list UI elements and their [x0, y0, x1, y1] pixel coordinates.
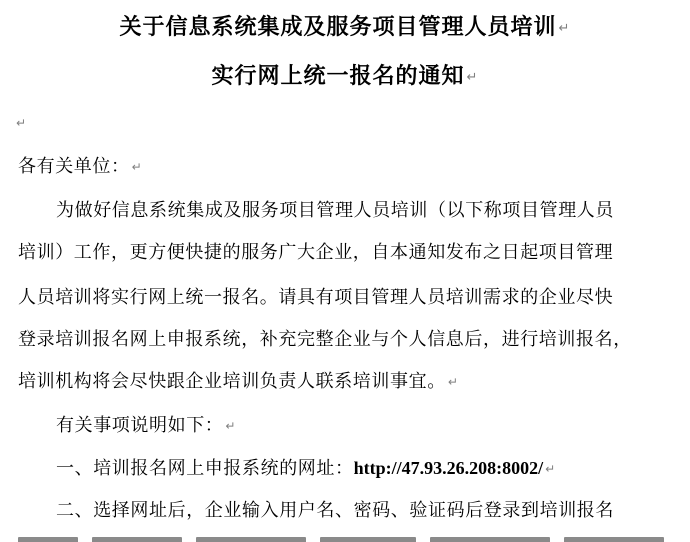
paragraph-mark-icon: ↵ [447, 375, 459, 389]
salutation [18, 152, 142, 178]
paragraph-mark-icon: ↵ [545, 462, 556, 476]
body-line-2: 培训）工作，更方便快捷的服务广大企业，自本通知发布之日起项目管理 [18, 242, 614, 263]
clipped-next-line [18, 530, 678, 542]
salutation-text: 各有关单位： [18, 156, 130, 177]
body-line-3: 人员培训将实行网上统一报名。请具有项目管理人员培训需求的企业尽快 [18, 287, 614, 308]
item-2: 二、选择网址后，企业输入用户名、密码、验证码后登录到培训报名 [56, 500, 614, 521]
item-1-prefix: 一、培训报名网上申报系统的网址： [56, 458, 354, 479]
title-line-1-text: 关于信息系统集成及服务项目管理人员培训 [119, 14, 557, 40]
text-fragment [196, 537, 306, 542]
paragraph-mark-icon: ↵ [225, 419, 237, 433]
body-line-1: 为做好信息系统集成及服务项目管理人员培训（以下称项目管理人员 [56, 200, 614, 221]
body-line-5 [18, 367, 458, 393]
paragraph-mark-icon: ↵ [466, 70, 479, 85]
item-1 [56, 454, 556, 480]
paragraph-mark-icon: ↵ [558, 21, 571, 36]
text-fragment [320, 537, 416, 542]
document-title-line-1 [0, 10, 690, 41]
text-fragment [430, 537, 550, 542]
matters-heading-text: 有关事项说明如下： [56, 415, 224, 436]
text-fragment [92, 537, 182, 542]
empty-paragraph-mark-icon: ↵ [16, 116, 27, 130]
body-line-5-text: 培训机构将会尽快跟企业培训负责人联系培训事宜。 [18, 371, 446, 392]
title-line-2-text: 实行网上统一报名的通知 [211, 63, 465, 89]
matters-heading [56, 411, 236, 437]
document-title-line-2 [0, 59, 690, 90]
text-fragment [18, 537, 78, 542]
registration-url-link[interactable]: http://47.93.26.208:8002/ [353, 458, 544, 478]
paragraph-mark-icon: ↵ [131, 160, 143, 174]
body-line-4: 登录培训报名网上申报系统，补充完整企业与个人信息后，进行培训报名， [18, 329, 632, 350]
text-fragment [564, 537, 664, 542]
